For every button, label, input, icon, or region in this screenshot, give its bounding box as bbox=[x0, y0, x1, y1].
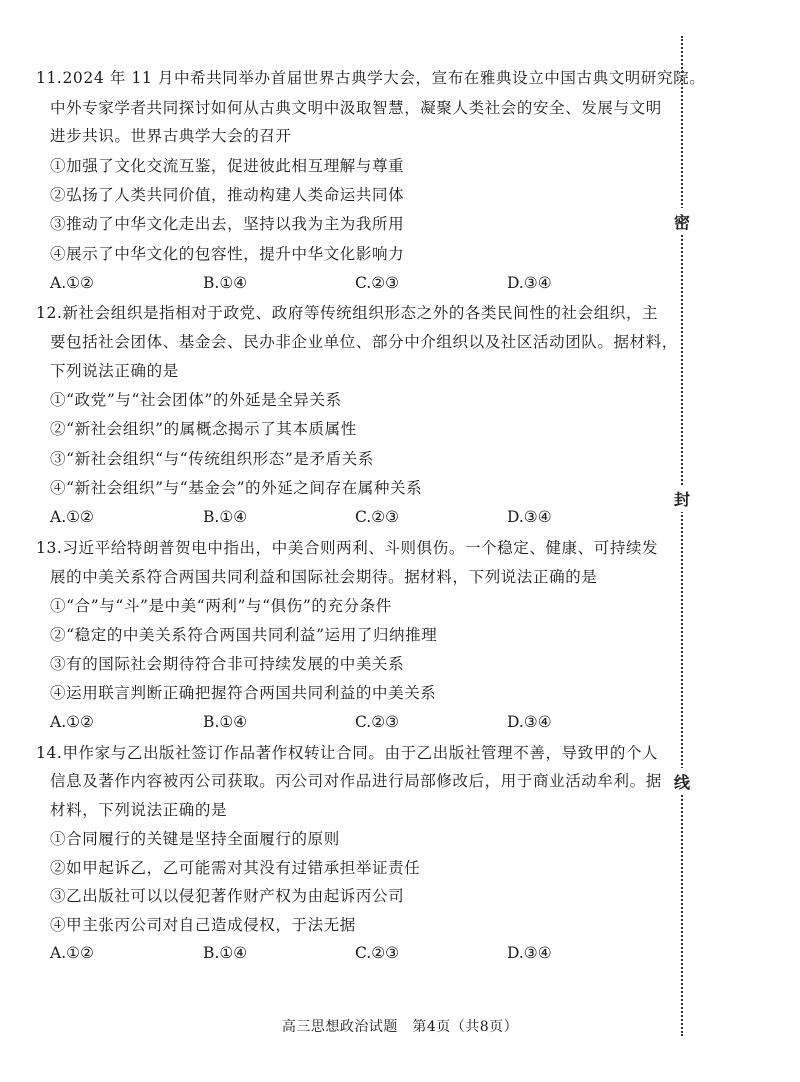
question-12-statement-1: ①“政党”与“社会团体”的外延是全异关系 bbox=[50, 391, 342, 409]
question-11-statement-1: ①加强了文化交流互鉴，促进彼此相互理解与尊重 bbox=[50, 157, 405, 175]
question-12-line-2: 要包括社会团体、基金会、民办非企业单位、部分中介组织以及社区活动团队。据材料， bbox=[50, 333, 678, 351]
question-14-option-b: B.①④ bbox=[203, 944, 248, 962]
page-footer: 高三思想政治试题 第4页（共8页） bbox=[281, 1019, 519, 1035]
question-11-option-a: A.①② bbox=[50, 274, 94, 292]
question-14-statement-4: ④甲主张丙公司对自己造成侵权，于法无据 bbox=[50, 916, 356, 934]
question-14-option-d: D.③④ bbox=[507, 944, 552, 962]
question-13-statement-3: ③有的国际社会期待符合非可持续发展的中美关系 bbox=[50, 655, 405, 673]
question-12-option-c: C.②③ bbox=[355, 508, 400, 526]
binding-char-feng: 封 bbox=[674, 485, 690, 512]
binding-char-mi: 密 bbox=[674, 208, 690, 235]
question-11-line-2: 中外专家学者共同探讨如何从古典文明中汲取智慧，凝聚人类社会的安全、发展与文明 bbox=[50, 99, 662, 117]
question-13-option-c: C.②③ bbox=[355, 713, 400, 731]
question-14-statement-3: ③乙出版社可以以侵犯著作财产权为由起诉丙公司 bbox=[50, 887, 405, 905]
question-14-line-1: 14.甲作家与乙出版社签订作品著作权转让合同。由于乙出版社管理不善，导致甲的个人 bbox=[36, 744, 659, 762]
question-11-statement-4: ④展示了中华文化的包容性，提升中华文化影响力 bbox=[50, 245, 405, 263]
question-12-option-b: B.①④ bbox=[203, 508, 248, 526]
question-14-line-3: 材料，下列说法正确的是 bbox=[50, 801, 228, 819]
question-12-option-d: D.③④ bbox=[507, 508, 552, 526]
binding-char-xian: 线 bbox=[674, 768, 690, 795]
question-11-line-1: 11.2024 年 11 月中希共同举办首届世界古典学大会，宣布在雅典设立中国古典文明研究院。 bbox=[36, 69, 706, 87]
question-14-statement-1: ①合同履行的关键是坚持全面履行的原则 bbox=[50, 830, 340, 848]
question-13-option-d: D.③④ bbox=[507, 713, 552, 731]
question-13-statement-1: ①“合”与“斗”是中美“两利”与“俱伤”的充分条件 bbox=[50, 597, 392, 615]
question-12-statement-4: ④“新社会组织”与“基金会”的外延之间存在属种关系 bbox=[50, 479, 423, 497]
question-12-statement-3: ③“新社会组织“与“传统组织形态”是矛盾关系 bbox=[50, 450, 374, 468]
question-14-option-c: C.②③ bbox=[355, 944, 400, 962]
question-11-statement-3: ③推动了中华文化走出去，坚持以我为主为我所用 bbox=[50, 215, 405, 233]
question-14-line-2: 信息及著作内容被丙公司获取。丙公司对作品进行局部修改后，用于商业活动牟利。据 bbox=[50, 772, 662, 790]
question-13-option-b: B.①④ bbox=[203, 713, 248, 731]
question-11-line-3: 进步共识。世界古典学大会的召开 bbox=[50, 127, 292, 145]
question-13-option-a: A.①② bbox=[50, 713, 94, 731]
question-13-line-2: 展的中美关系符合两国共同利益和国际社会期待。据材料，下列说法正确的是 bbox=[50, 568, 598, 586]
question-14-option-a: A.①② bbox=[50, 944, 94, 962]
question-11-statement-2: ②弘扬了人类共同价值，推动构建人类命运共同体 bbox=[50, 186, 405, 204]
question-12-statement-2: ②“新社会组织”的属概念揭示了其本质属性 bbox=[50, 420, 357, 438]
question-11-option-b: B.①④ bbox=[203, 274, 248, 292]
question-14-statement-2: ②如甲起诉乙，乙可能需对其没有过错承担举证责任 bbox=[50, 859, 421, 877]
question-13-statement-2: ②“稳定的中美关系符合两国共同利益”运用了归纳推理 bbox=[50, 626, 438, 644]
question-12-line-1: 12.新社会组织是指相对于政党、政府等传统组织形态之外的各类民间性的社会组织，主 bbox=[36, 304, 659, 322]
question-11-option-d: D.③④ bbox=[507, 274, 552, 292]
question-13-line-1: 13.习近平给特朗普贺电中指出，中美合则两利、斗则俱伤。一个稳定、健康、可持续发 bbox=[36, 539, 659, 557]
question-13-statement-4: ④运用联言判断正确把握符合两国共同利益的中美关系 bbox=[50, 684, 437, 702]
binding-dotted-line bbox=[681, 36, 683, 1036]
question-12-option-a: A.①② bbox=[50, 508, 94, 526]
question-11-option-c: C.②③ bbox=[355, 274, 400, 292]
question-12-line-3: 下列说法正确的是 bbox=[50, 362, 179, 380]
